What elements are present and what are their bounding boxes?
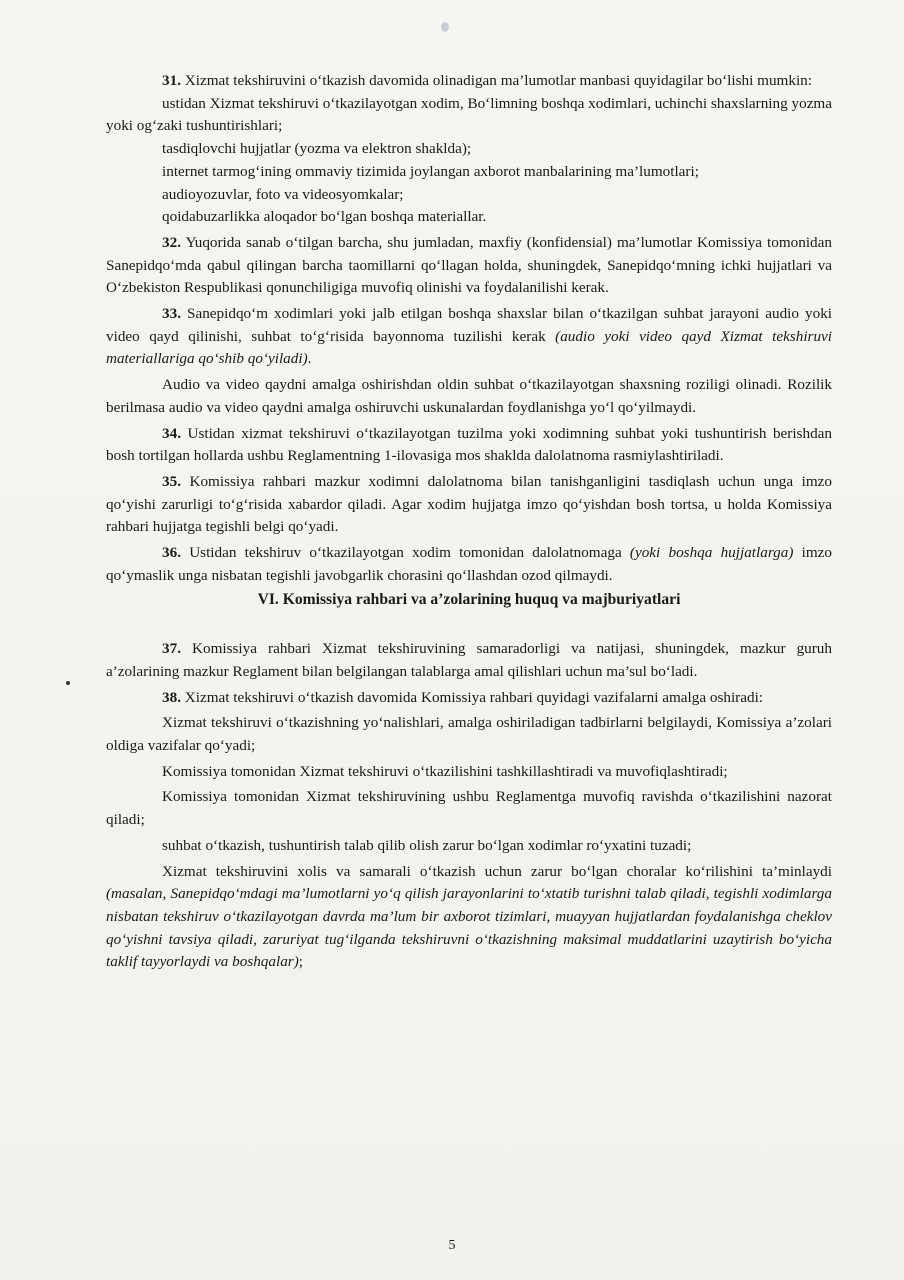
paragraph-32: 32. Yuqorida sanab o‘tilgan barcha, shu jumladan, maxfiy (konfidensial) ma’lumotlar Komissiya tomonidan Sanepidqo‘mda qabul qilingan barcha taomillarni qo‘llagan holda, shuningdek, Sanepidqo‘mning ichki hujjatlari va O‘zbekiston Respublikasi qonunchiligiga muvofiq olinishi va foydalanilishi kerak. [106, 233, 832, 297]
document-body [106, 70, 832, 974]
list-item: tasdiqlovchi hujjatlar (yozma va elektron shaklda); [162, 140, 472, 158]
section-heading: VI. Komissiya rahbari va a’zolarining huquq va majburiyatlari [257, 591, 681, 609]
scan-speck [66, 681, 70, 685]
paragraph-34: 34. Ustidan xizmat tekshiruvi o‘tkazilayotgan tuzilma yoki xodimning suhbat yoki tushuntirish berishdan bosh tortilgan hollarda ushbu Reglamentning 1-ilovasiga mos shaklda dalolatnoma rasmiylashtiriladi. [106, 424, 832, 465]
list-item: ustidan Xizmat tekshiruvi o‘tkazilayotgan xodim, Bo‘limning boshqa xodimlari, uchinchi shaxslarning yozma yoki og‘zaki tushuntirishlari; [106, 94, 832, 135]
paragraph-35: 35. Komissiya rahbari mazkur xodimni dalolatnoma bilan tanishganligini tasdiqlash uchun unga imzo qo‘yishi zarurligi to‘g‘risida xabardor qiladi. Agar xodim hujjatga imzo qo‘yishdan bosh tortsa, u holda Komissiya rahbari hujjatga tegishli belgi qo‘yadi. [106, 472, 832, 536]
list-item: Komissiya tomonidan Xizmat tekshiruvining ushbu Reglamentga muvofiq ravishda o‘tkazilishini nazorat qiladi; [106, 788, 832, 829]
paragraph-37: 37. Komissiya rahbari Xizmat tekshiruvining samaradorligi va natijasi, shuningdek, mazkur guruh a’zolarining mazkur Reglament bilan belgilangan talablarga amal qilishlari uchun ma’sul bo‘ladi. [106, 640, 832, 680]
list-item: Xizmat tekshiruvini xolis va samarali o‘tkazish uchun zarur bo‘lgan choralar ko‘rilishini ta’minlaydi (masalan, Sanepidqo‘mdagi ma’lumotlarni yo‘q qilish jarayonlarini to‘xtatib turishni talab qiladi, tegishli xodimlarga nisbatan tekshiruv o‘tkazilayotgan davrda ma’lum bir axborot tizimlari, muayyan hujjatlardan foydalanishga cheklov qo‘yishni tavsiya qiladi, zaruriyat tug‘ilganda tekshiruvni o‘tkazishning maksimal muddatlarini uzaytirish bo‘yicha taklif tayyorlaydi va boshqalar); [106, 862, 832, 971]
list-item: internet tarmog‘ining ommaviy tizimida joylangan axborot manbalarining ma’lumotlari; [162, 162, 699, 180]
paragraph-33: 33. Sanepidqo‘m xodimlari yoki jalb etilgan boshqa shaxslar bilan o‘tkazilgan suhbat jarayoni audio yoki video qayd qilinishi, suhbat to‘g‘risida bayonnoma tuzilishi kerak (audio yoki video qayd Xizmat tekshiruvi materiallariga qo‘shib qo‘yiladi). [106, 305, 833, 368]
list-item: Xizmat tekshiruvi o‘tkazishning yo‘nalishlari, amalga oshiriladigan tadbirlarni belgilaydi, Komissiya a’zolari oldiga vazifalar qo‘yadi; [106, 714, 832, 754]
paragraph-38: 38. Xizmat tekshiruvi o‘tkazish davomida Komissiya rahbari quyidagi vazifalarni amalga oshiradi: [162, 688, 764, 706]
paragraph-36: 36. Ustidan tekshiruv o‘tkazilayotgan xodim tomonidan dalolatnomaga (yoki boshqa hujjatlarga) imzo qo‘ymaslik unga nisbatan tegishli javobgarlik chorasini qo‘llashdan ozod qilmaydi. [106, 544, 833, 584]
list-item: Komissiya tomonidan Xizmat tekshiruvi o‘tkazilishini tashkillashtiradi va muvofiqlashtiradi; [162, 762, 728, 780]
paragraph-31: 31. Xizmat tekshiruvini o‘tkazish davomida olinadigan ma’lumotlar manbasi quyidagilar bo‘lishi mumkin: [162, 72, 812, 89]
page-number: 5 [448, 1238, 456, 1253]
list-item: qoidabuzarlikka aloqador bo‘lgan boshqa materiallar. [162, 208, 487, 226]
list-item: audioyozuvlar, foto va videosyomkalar; [162, 185, 404, 203]
list-item: suhbat o‘tkazish, tushuntirish talab qilib olish zarur bo‘lgan xodimlar ro‘yxatini tuzadi; [162, 836, 692, 854]
paragraph-text: Audio va video qaydni amalga oshirishdan oldin suhbat o‘tkazilayotgan shaxsning roziligi olinadi. Rozilik berilmasa audio va video qaydni amalga oshiruvchi uskunalardan foydlanishga yo‘l qo‘yilmaydi. [106, 376, 832, 416]
scan-speck [441, 22, 449, 32]
